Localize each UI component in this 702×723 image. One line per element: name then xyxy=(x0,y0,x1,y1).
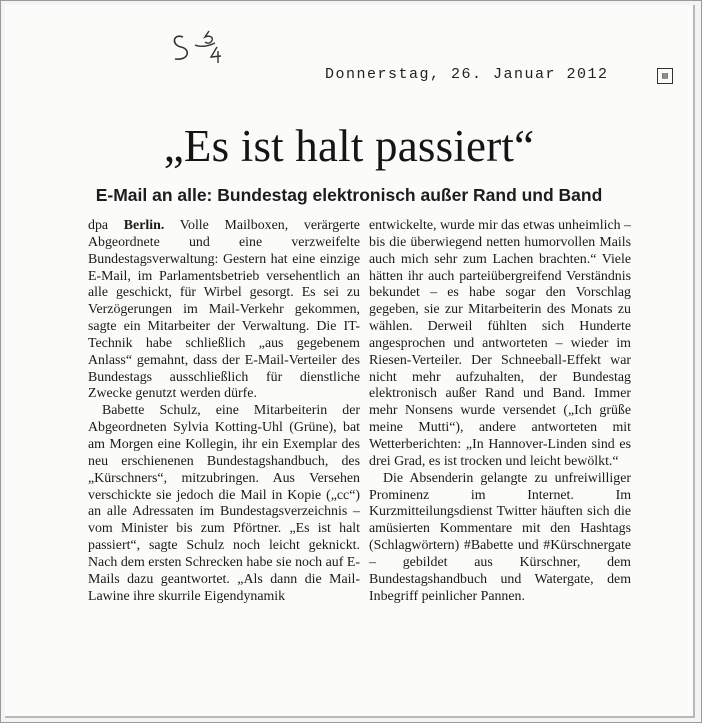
article-paragraph: Babette Schulz, eine Mitarbeiterin der Abgeordneten Sylvia Kotting-Uhl (Grüne), bat am Morgen eine Kollegin, ihr ein Exemplar des neu erschienenen Bundestagshandbuch, des „Kürschners“, mitzubringen. Aus Versehen verschickte sie jedoch die Mail in Kopie („cc“) an alle Adressaten im Bundestagsverzeichnis – vom Minister bis zum Pförtner. „Es ist halt passiert“, sagte Schulz noch leicht geknickt. Nach dem ersten Schrecken habe sie noch auf E-Mails dazu geantwortet. „Als dann die Mail-Lawine ihre skurrile Eigendynamik xyxy=(88,403,360,604)
headline: „Es ist halt passiert“ xyxy=(163,121,535,171)
dateline xyxy=(325,66,675,88)
location-tag: Berlin. xyxy=(123,218,165,233)
article-column-left xyxy=(88,218,360,605)
subheadline: E-Mail an alle: Bundestag elektronisch außer Rand und Band xyxy=(95,185,603,205)
article-paragraph: Die Absenderin gelangte zu unfreiwilliger Prominenz im Internet. Im Kurzmitteilungsdienst Twitter häuften sich die amüsierten Kommentare mit den Hashtags (Schlagwörtern) #Babette und #Kürschnergate – gebildet aus Kürschner, dem Bundestagshandbuch und Watergate, dem Inbegriff peinlicher Pannen. xyxy=(369,470,631,604)
article-paragraph: entwickelte, wurde mir das etwas unheimlich – bis die überwiegend netten humorvollen Mails auch mich sehr zum Lachen brachten.“ Viele hätten ihr auch parteiübergreifend Verständnis bekundet – es habe sogar den Vorschlag gegeben, sie zur Mitarbeiterin des Monats zu wählen. Derweil fühlten sich Hunderte angesprochen und antworteten – wieder im Riesen-Verteiler. Der Schneeball-Effekt war nicht mehr aufzuhalten, der Bundestag elektronisch außer Rand und Band. Immer mehr Nonsens wurde versendet („Ich grüße meine Mutti“), andere antworteten mit Wetterberichten: „In Hannover-Linden sind es drei Grad, es ist trocken und leicht bewölkt.“ xyxy=(369,218,631,469)
article-paragraph xyxy=(88,218,360,403)
newspaper-clipping xyxy=(5,5,695,718)
date-text: Donnerstag, 26. Januar 2012 xyxy=(325,66,609,83)
agency-tag: dpa xyxy=(88,218,109,233)
paragraph-text: Volle Mailboxen, verärgerte Abgeordnete und eine verzweifelte Bundestagsverwaltung: Gestern hat eine einzige E-Mail, im Parlamentsbetrieb versehentlich an alle geschickt, für Wirbel gesorgt. Es sei zu Verzögerungen im Mail-Verkehr gekommen, sagte ein Mitarbeiter der Verwaltung. Die IT-Technik habe schließlich „aus gegebenem Anlass“ gemahnt, dass der E-Mail-Verteiler des Bundestags ausschließlich für dienstliche Zwecke genutzt werden dürfe. xyxy=(88,218,360,402)
handwritten-page-note xyxy=(169,25,239,69)
document-icon: ▤ xyxy=(657,68,673,84)
article-column-right xyxy=(369,218,631,605)
